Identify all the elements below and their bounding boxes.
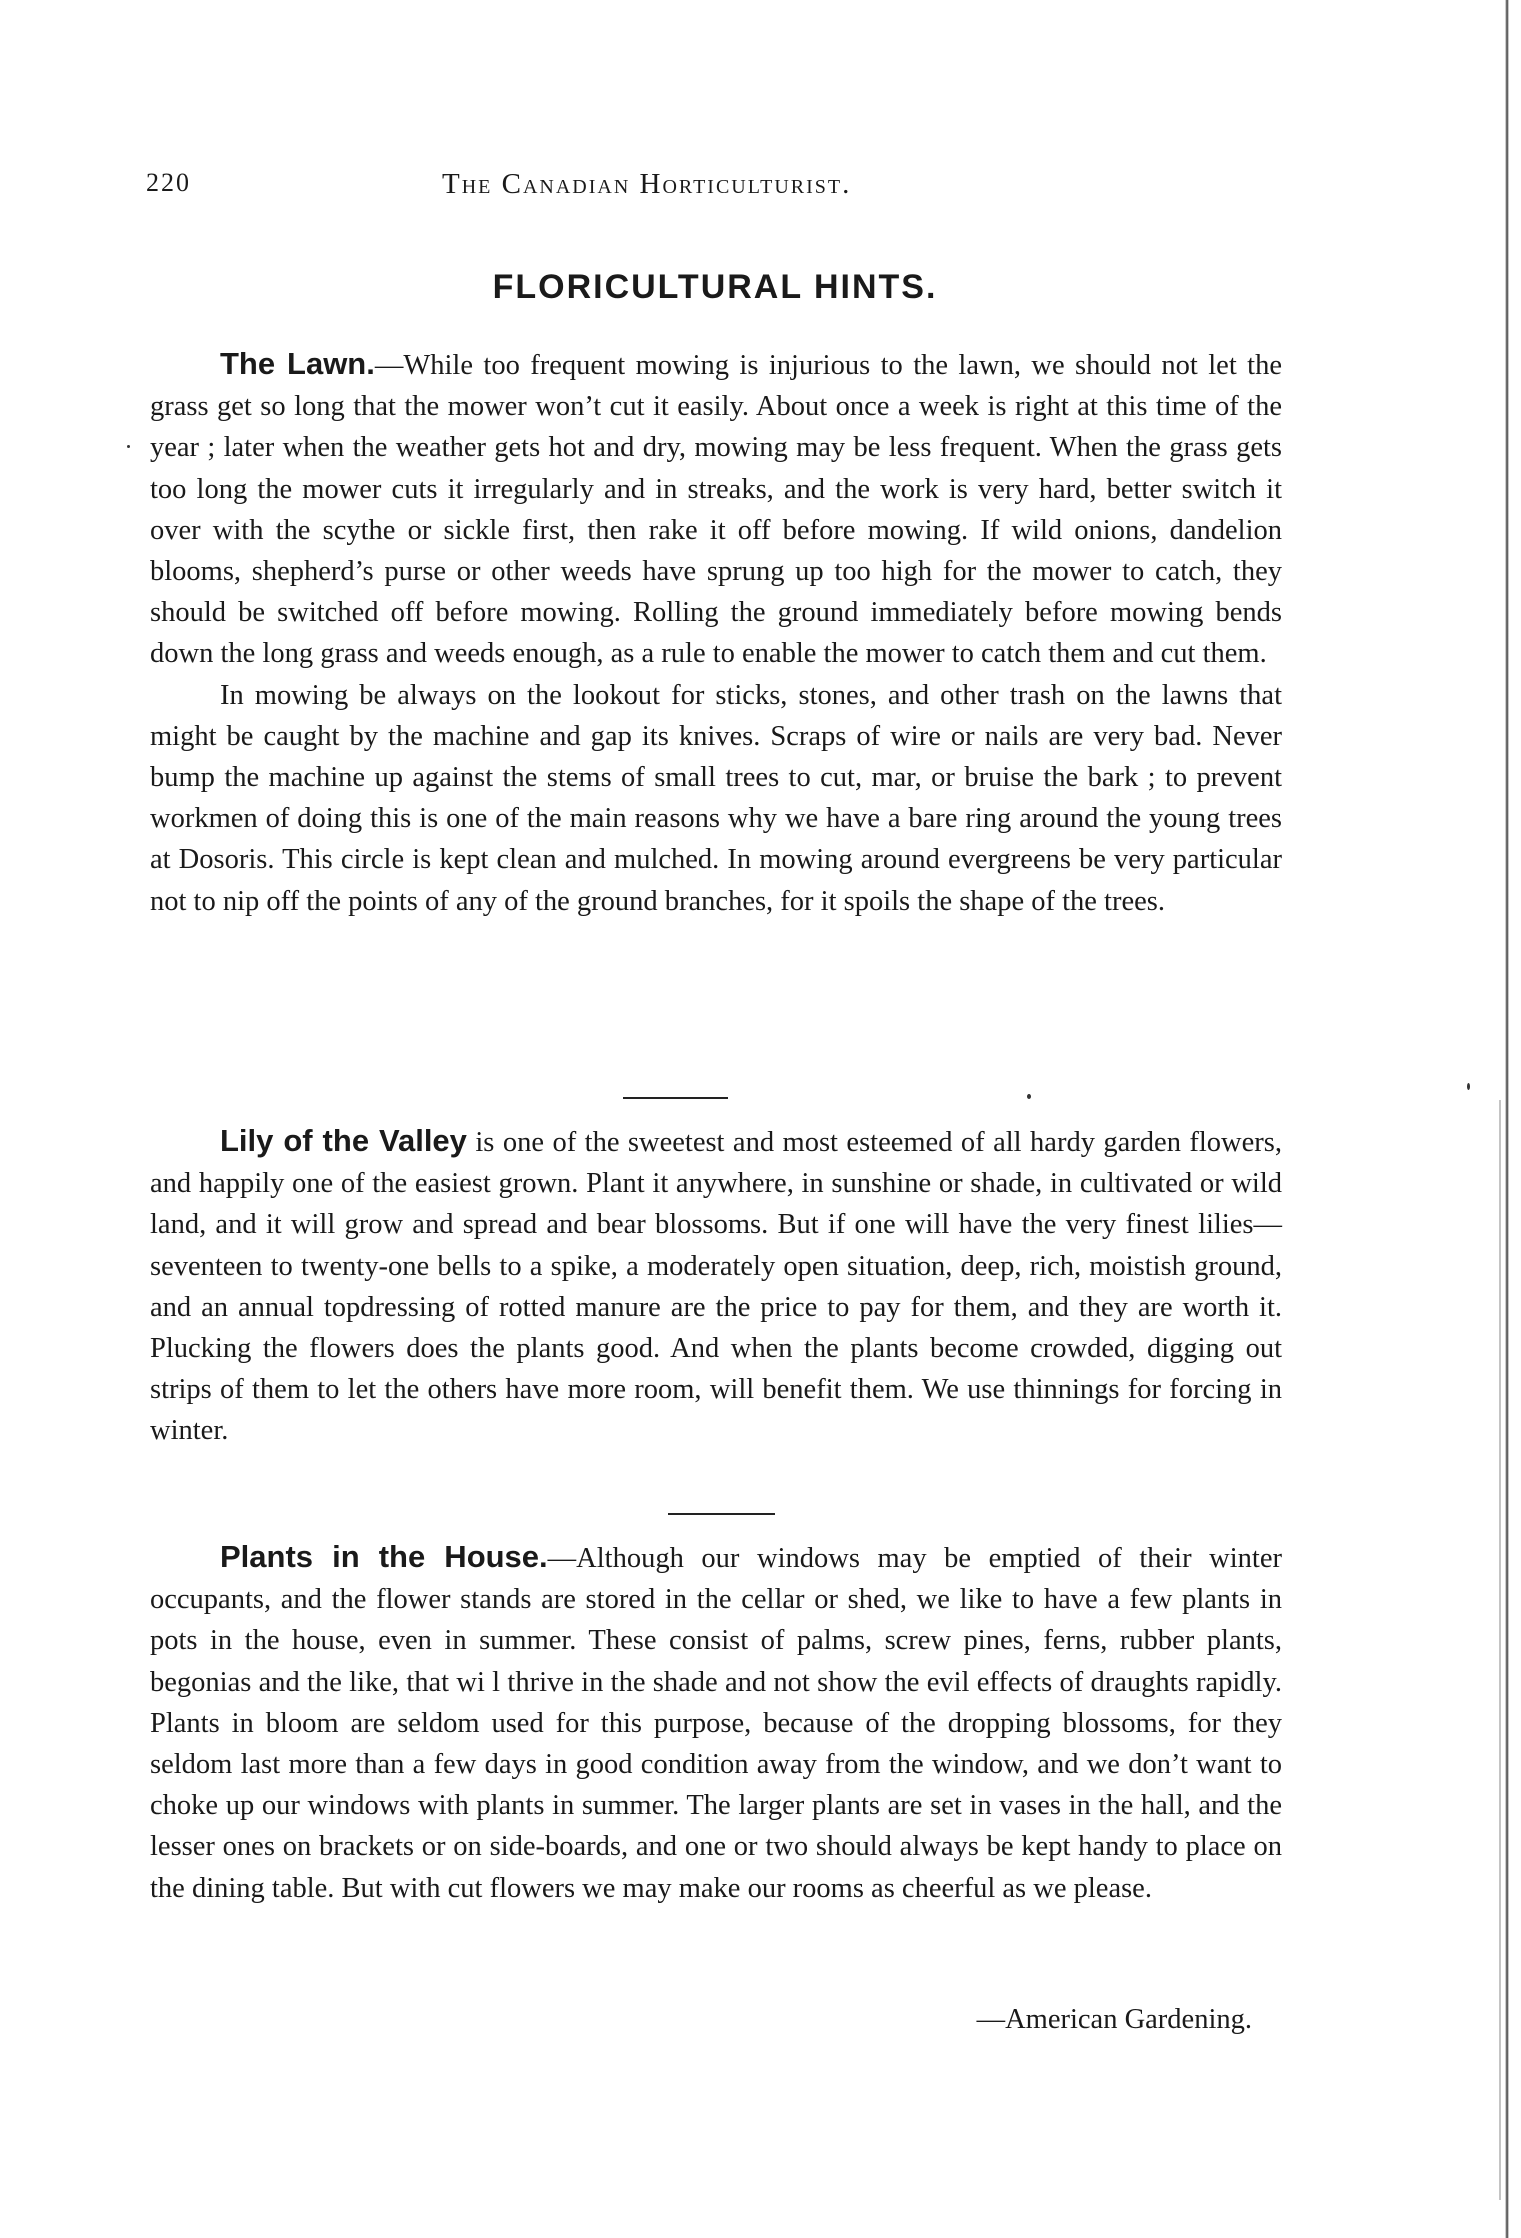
article-plants-in-the-house bbox=[150, 1536, 1282, 1909]
running-head bbox=[146, 168, 1286, 208]
article-body: —While too frequent mowing is injurious to the lawn, we should not let the grass get so long that the mower won’t cut it easily. About once a week is right at this time of the year ; later when the weather gets hot and dry, mowing may be less frequent. When the grass gets too long the mower cuts it irregularly and in streaks, and the work is very hard, better switch it over with the scythe or sickle first, then rake it off before mowing. If wild onions, dandelion blooms, shepherd’s purse or other weeds have sprung up too high for the mower to catch, they should be switched off before mowing. Rolling the ground immediately before mowing bends down the long grass and weeds enough, as a rule to enable the mower to catch them and cut them. bbox=[150, 350, 1282, 670]
article-body: —Although our windows may be emptied of their winter occupants, and the flower stands are stored in the cellar or shed, we like to have a few plants in pots in the house, even in summer. These consist of palms, screw pines, ferns, rubber plants, begonias and the like, that wi l thrive in the shade and not show the evil effects of draughts rapidly. Plants in bloom are seldom used for this purpose, because of the dropping blossoms, for they seldom last more than a few days in good condition away from the window, and we don’t want to choke up our windows with plants in summer. The larger plants are set in vases in the hall, and the lesser ones on brackets or on side-boards, and one or two should always be kept handy to place on the dining table. But with cut flowers we may make our rooms as cheerful as we please. bbox=[150, 1543, 1282, 1904]
attribution: —American Gardening. bbox=[976, 2004, 1252, 2035]
scan-speck bbox=[1467, 1083, 1470, 1090]
journal-title: The Canadian Horticulturist. bbox=[442, 168, 852, 200]
page-edge-shadow-secondary bbox=[1499, 1100, 1501, 2200]
article-paragraph bbox=[150, 343, 1282, 675]
section-divider bbox=[623, 1097, 728, 1099]
page-edge-shadow bbox=[1505, 0, 1509, 2238]
article-the-lawn bbox=[150, 343, 1282, 922]
page-number: 220 bbox=[146, 168, 191, 197]
section-title: FLORICULTURAL HINTS. bbox=[492, 268, 938, 306]
scan-speck bbox=[1027, 1094, 1031, 1099]
article-paragraph bbox=[150, 1120, 1282, 1452]
article-paragraph bbox=[150, 1536, 1282, 1909]
article-lead: The Lawn. bbox=[220, 346, 375, 381]
section-divider bbox=[668, 1513, 775, 1515]
article-body: is one of the sweetest and most esteemed of all hardy garden flowers, and happily one of the easiest grown. Plant it anywhere, in sunshine or shade, in cultivated or wild land, and it will grow and spread and bear blossoms. But if one will have the very finest lilies—seventeen to twenty-one bells to a spike, a moderately open situation, deep, rich, moistish ground, and an annual topdressing of rotted manure are the price to pay for them, and they are worth it. Plucking the flowers does the plants good. And when the plants become crowded, digging out strips of them to let the others have more room, will benefit them. We use thinnings for forcing in winter. bbox=[150, 1127, 1283, 1447]
article-lead: Plants in the House. bbox=[220, 1539, 548, 1574]
scan-speck bbox=[127, 445, 130, 448]
article-lily-of-the-valley bbox=[150, 1120, 1282, 1452]
article-paragraph: In mowing be always on the lookout for sticks, stones, and other trash on the lawns that might be caught by the machine and gap its knives. Scraps of wire or nails are very bad. Never bump the machine up against the stems of small trees to cut, mar, or bruise the bark ; to prevent workmen of doing this is one of the main reasons why we have a bare ring around the young trees at Dosoris. This circle is kept clean and mulched. In mowing around evergreens be very particular not to nip off the points of any of the ground branches, for it spoils the shape of the trees. bbox=[150, 679, 1282, 917]
article-lead: Lily of the Valley bbox=[220, 1123, 467, 1158]
